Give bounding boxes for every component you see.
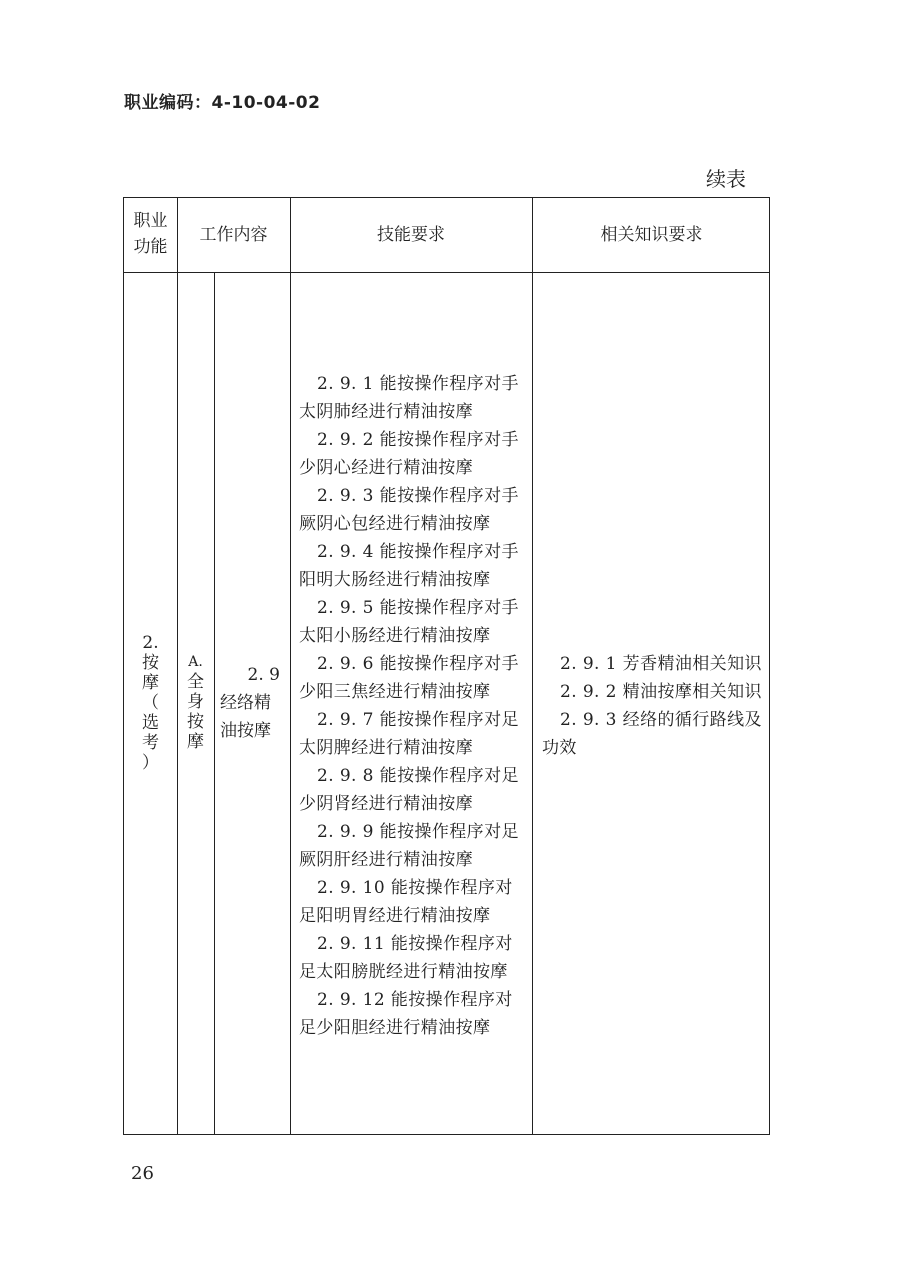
function-char: 选 [142, 713, 159, 733]
work-sub-char: 按 [187, 712, 204, 732]
header-function [124, 208, 177, 260]
skill-item: 2. 9. 4 能按操作程序对手阳明大肠经进行精油按摩 [299, 542, 519, 590]
col-divider [290, 198, 291, 1134]
function-cell [124, 633, 177, 773]
work-sub-char: 全 [187, 672, 204, 692]
skill-item: 2. 9. 5 能按操作程序对手太阳小肠经进行精油按摩 [299, 598, 519, 646]
header-divider [124, 272, 769, 273]
work-item-number: 2. 9 [247, 665, 280, 685]
function-char: （ [142, 693, 159, 713]
skill-item: 2. 9. 10 能按操作程序对足阳明胃经进行精油按摩 [299, 878, 513, 926]
skill-item: 2. 9. 9 能按操作程序对足厥阴肝经进行精油按摩 [299, 822, 519, 870]
skill-item: 2. 9. 6 能按操作程序对手少阳三焦经进行精油按摩 [299, 654, 519, 702]
continued-label: 续表 [706, 167, 746, 191]
skill-item: 2. 9. 1 能按操作程序对手太阴肺经进行精油按摩 [299, 374, 519, 422]
col-divider [214, 272, 215, 1134]
header-work: 工作内容 [199, 225, 268, 245]
work-sub-char: 身 [187, 692, 204, 712]
knowledge-cell [542, 650, 764, 762]
skill-item: 2. 9. 8 能按操作程序对足少阴肾经进行精油按摩 [299, 766, 519, 814]
col-divider [532, 198, 533, 1134]
skill-item: 2. 9. 2 能按操作程序对手少阴心经进行精油按摩 [299, 430, 519, 478]
function-char: 考 [142, 733, 159, 753]
page-number: 26 [131, 1163, 154, 1184]
work-sub-char: 摩 [187, 732, 204, 752]
work-sub-char: A. [188, 654, 203, 670]
skill-item: 2. 9. 11 能按操作程序对足太阳膀胱经进行精油按摩 [299, 934, 513, 982]
function-char: 2. [142, 633, 159, 653]
knowledge-item: 2. 9. 3 经络的循行路线及功效 [542, 710, 762, 758]
function-char: ） [142, 753, 159, 773]
requirements-table [123, 197, 770, 1135]
skill-cell [299, 370, 525, 1042]
header-function-line: 功能 [133, 237, 168, 257]
function-char: 按 [142, 653, 159, 673]
knowledge-item: 2. 9. 2 精油按摩相关知识 [560, 682, 762, 702]
work-item-cell [220, 661, 286, 745]
header-knowledge: 相关知识要求 [600, 225, 703, 245]
work-item-line: 油按摩 [220, 721, 271, 741]
skill-item: 2. 9. 3 能按操作程序对手厥阴心包经进行精油按摩 [299, 486, 519, 534]
header-function-line: 职业 [133, 211, 168, 231]
skill-item: 2. 9. 7 能按操作程序对足太阴脾经进行精油按摩 [299, 710, 519, 758]
skill-item: 2. 9. 12 能按操作程序对足少阳胆经进行精油按摩 [299, 990, 513, 1038]
work-sub-cell [177, 652, 214, 752]
work-item-line: 经络精 [220, 693, 271, 713]
occupation-code: 职业编码：4-10-04-02 [124, 93, 321, 113]
header-skill: 技能要求 [377, 225, 445, 245]
function-char: 摩 [142, 673, 159, 693]
knowledge-item: 2. 9. 1 芳香精油相关知识 [560, 654, 762, 674]
